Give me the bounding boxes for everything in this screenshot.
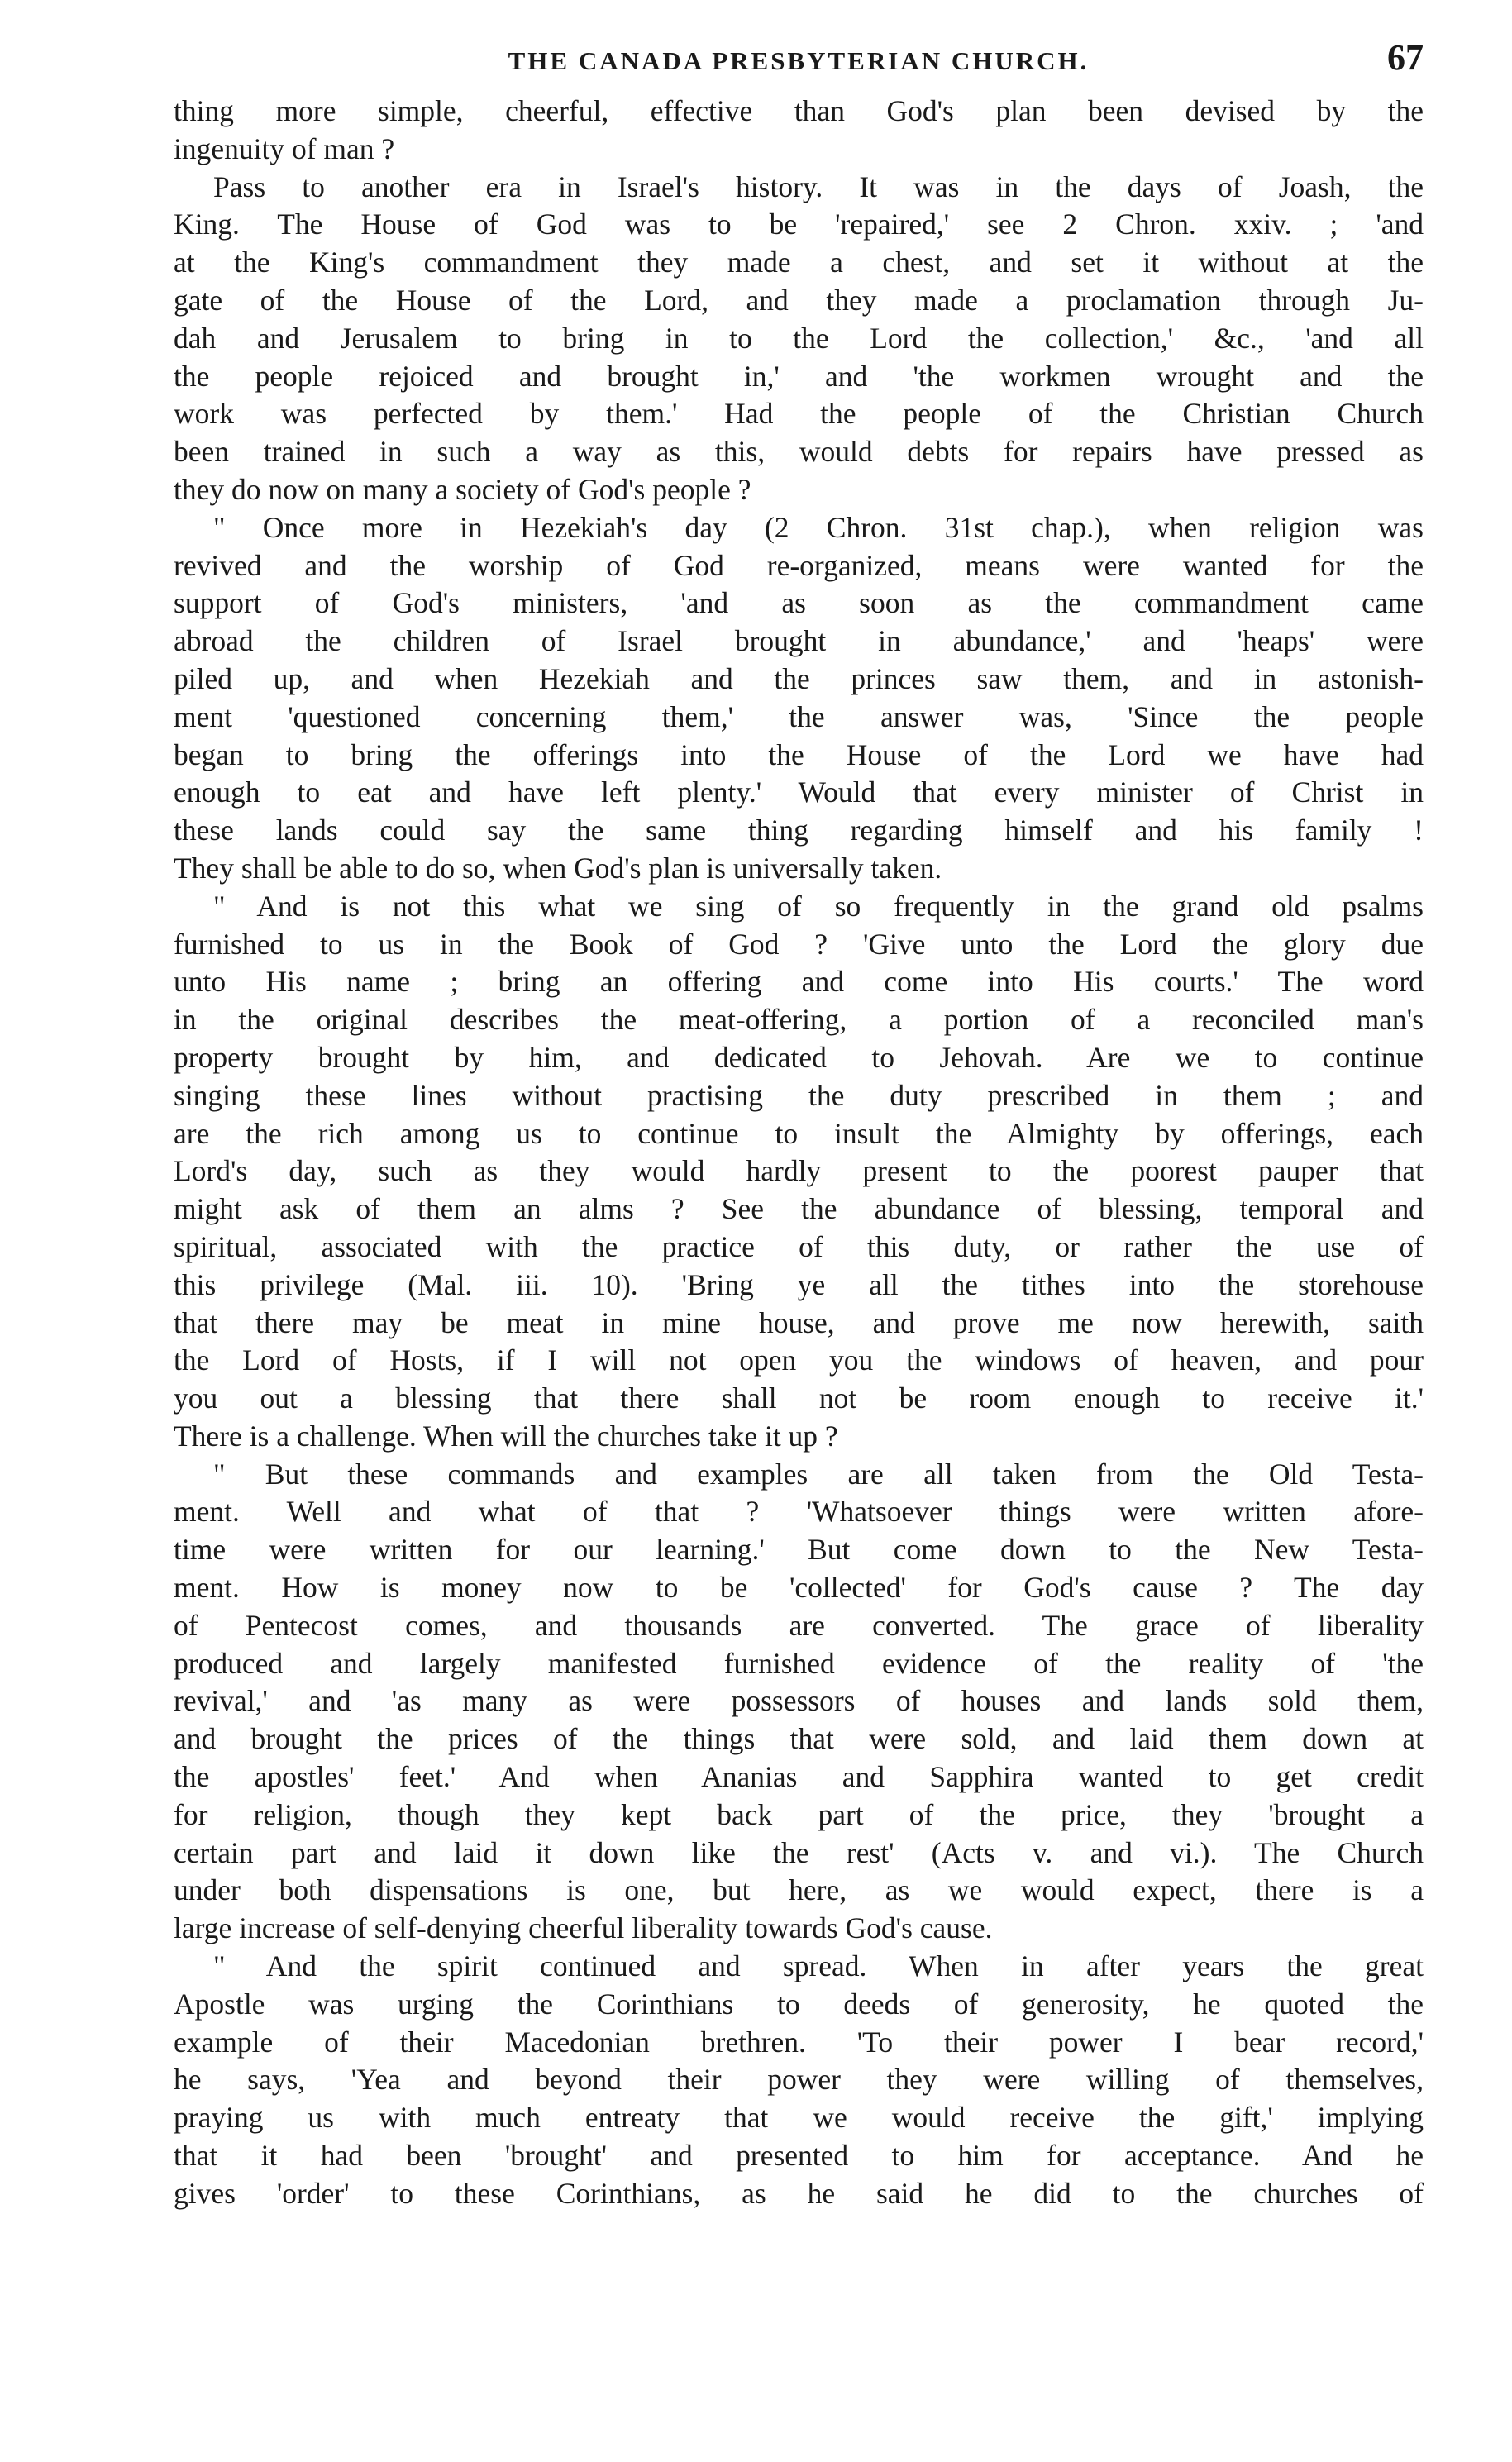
page-header	[174, 37, 1424, 93]
text-line: time were written for our learning.' But come down to the New Testa-	[174, 1533, 1424, 1567]
text-line: furnished to us in the Book of God ? 'Give unto the Lord the glory due	[174, 927, 1424, 961]
book-page	[174, 37, 1424, 2213]
text-line: " Once more in Hezekiah's day (2 Chron. 31st chap.), when religion was	[213, 510, 1424, 544]
text-line: King. The House of God was to be 'repaired,' see 2 Chron. xxiv. ; 'and	[174, 208, 1424, 241]
text-line: property brought by him, and dedicated to Jehovah. Are we to continue	[174, 1040, 1424, 1074]
text-line: " And the spirit continued and spread. When in after years the great	[213, 1949, 1424, 1983]
text-line: Lord's day, such as they would hardly present to the poorest pauper that	[174, 1154, 1424, 1188]
text-line: enough to eat and have left plenty.' Would that every minister of Christ in	[174, 775, 1424, 809]
text-line: that there may be meat in mine house, and prove me now herewith, saith	[174, 1305, 1424, 1339]
text-line: gate of the House of the Lord, and they made a proclamation through Ju-	[174, 283, 1424, 317]
text-line: these lands could say the same thing regarding himself and his family !	[174, 814, 1424, 847]
text-line: gives 'order' to these Corinthians, as he said he did to the churches of	[174, 2176, 1424, 2210]
text-line: large increase of self-denying cheerful liberality towards God's cause.	[174, 1911, 993, 1945]
text-line: began to bring the offerings into the House of the Lord we have had	[174, 737, 1424, 771]
text-line: support of God's ministers, 'and as soon as the commandment came	[174, 586, 1424, 620]
text-line: ment 'questioned concerning them,' the answer was, 'Since the people	[174, 699, 1424, 733]
text-line: produced and largely manifested furnished evidence of the reality of 'the	[174, 1646, 1424, 1680]
text-line: spiritual, associated with the practice of this duty, or rather the use of	[174, 1229, 1424, 1263]
text-line: Pass to another era in Israel's history. It was in the days of Joash, the	[213, 169, 1424, 203]
text-line: example of their Macedonian brethren. 'To their power I bear record,'	[174, 2025, 1424, 2059]
text-line: piled up, and when Hezekiah and the princes saw them, and in astonish-	[174, 661, 1424, 695]
text-line: unto His name ; bring an offering and come into His courts.' The word	[174, 965, 1424, 999]
text-line: the people rejoiced and brought in,' and 'the workmen wrought and the	[174, 359, 1424, 393]
text-line: might ask of them an alms ? See the abundance of blessing, temporal and	[174, 1192, 1424, 1226]
text-line: for religion, though they kept back part of the price, they 'brought a	[174, 1797, 1424, 1831]
text-line: he says, 'Yea and beyond their power they were willing of themselves,	[174, 2063, 1424, 2097]
text-line: at the King's commandment they made a chest, and set it without at the	[174, 246, 1424, 279]
text-line: they do now on many a society of God's people ?	[174, 472, 751, 506]
text-line: Apostle was urging the Corinthians to deeds of generosity, he quoted the	[174, 1987, 1424, 2021]
text-line: " And is not this what we sing of so frequently in the grand old psalms	[213, 889, 1424, 923]
text-line: been trained in such a way as this, would debts for repairs have pressed as	[174, 435, 1424, 469]
text-line: of Pentecost comes, and thousands are converted. The grace of liberality	[174, 1608, 1424, 1642]
text-line: the apostles' feet.' And when Ananias and Sapphira wanted to get credit	[174, 1760, 1424, 1794]
text-line: dah and Jerusalem to bring in to the Lord the collection,' &c., 'and all	[174, 321, 1424, 355]
text-line: They shall be able to do so, when God's plan is universally taken.	[174, 851, 942, 885]
text-line: this privilege (Mal. iii. 10). 'Bring ye all the tithes into the storehouse	[174, 1267, 1424, 1301]
text-line: praying us with much entreaty that we would receive the gift,' implying	[174, 2101, 1424, 2135]
text-line: abroad the children of Israel brought in abundance,' and 'heaps' were	[174, 624, 1424, 658]
text-line: work was perfected by them.' Had the people of the Christian Church	[174, 397, 1424, 431]
running-head: THE CANADA PRESBYTERIAN CHURCH.	[508, 46, 1090, 75]
text-line: revival,' and 'as many as were possessors of houses and lands sold them,	[174, 1684, 1424, 1718]
page-number: 67	[1387, 37, 1424, 78]
text-line: the Lord of Hosts, if I will not open you the windows of heaven, and pour	[174, 1343, 1424, 1377]
text-line: you out a blessing that there shall not be room enough to receive it.'	[174, 1381, 1424, 1415]
text-line: singing these lines without practising the duty prescribed in them ; and	[174, 1078, 1424, 1112]
text-line: certain part and laid it down like the rest' (Acts v. and vi.). The Church	[174, 1835, 1424, 1869]
text-line: thing more simple, cheerful, effective than God's plan been devised by the	[174, 94, 1424, 127]
text-line: and brought the prices of the things that were sold, and laid them down at	[174, 1722, 1424, 1756]
text-line: in the original describes the meat-offering, a portion of a reconciled man's	[174, 1003, 1424, 1037]
text-line: There is a challenge. When will the churches take it up ?	[174, 1419, 838, 1453]
body-text	[174, 93, 1424, 2213]
text-line: revived and the worship of God re-organized, means were wanted for the	[174, 548, 1424, 582]
text-line: ingenuity of man ?	[174, 131, 395, 165]
text-line: ment. How is money now to be 'collected' for God's cause ? The day	[174, 1571, 1424, 1605]
text-line: under both dispensations is one, but here, as we would expect, there is a	[174, 1873, 1424, 1907]
text-line: are the rich among us to continue to insult the Almighty by offerings, each	[174, 1116, 1424, 1150]
text-line: " But these commands and examples are all taken from the Old Testa-	[213, 1457, 1424, 1491]
text-line: that it had been 'brought' and presented to him for acceptance. And he	[174, 2139, 1424, 2173]
text-line: ment. Well and what of that ? 'Whatsoever things were written afore-	[174, 1495, 1424, 1529]
